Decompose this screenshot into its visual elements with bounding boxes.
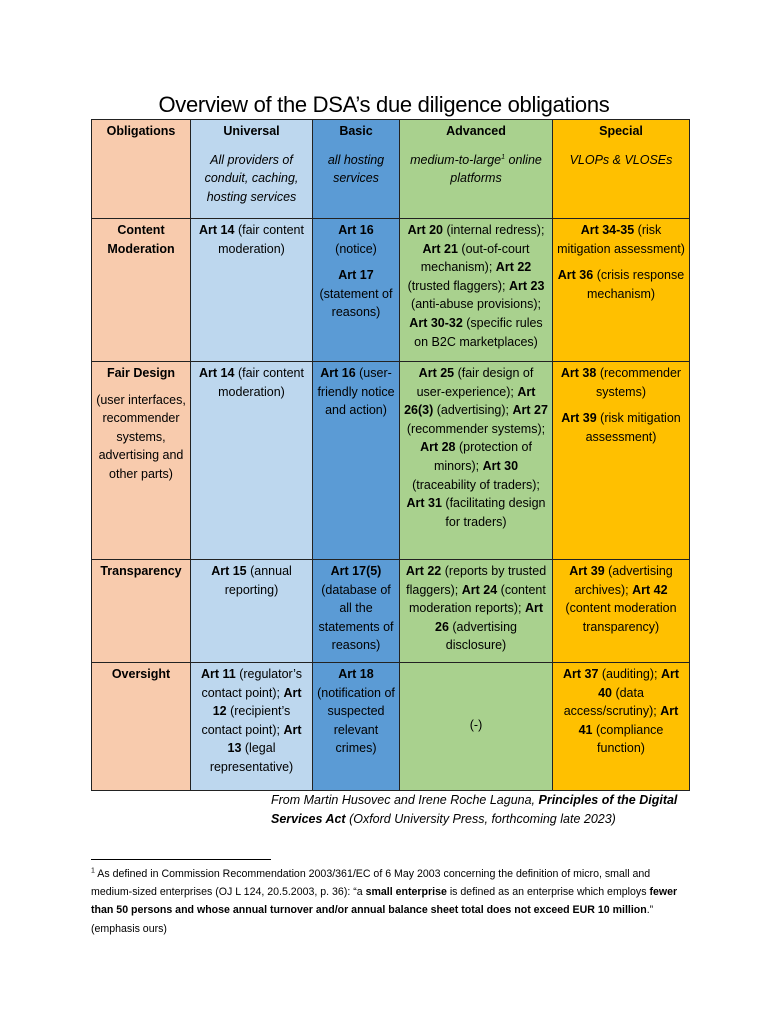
text-run: (annual reporting) xyxy=(224,564,292,597)
article-ref: Art 17(5) xyxy=(330,564,382,578)
row-label-title: Content Moderation xyxy=(107,223,175,256)
cell-special xyxy=(553,560,690,663)
cell-paragraph xyxy=(317,562,395,655)
cell-paragraph xyxy=(317,665,395,758)
table-row xyxy=(92,362,690,560)
article-ref: Art 16 xyxy=(320,366,356,380)
text-run: (user-friendly notice and action) xyxy=(317,366,395,418)
cell-paragraph xyxy=(557,364,685,401)
article-ref: Art 25 xyxy=(418,366,455,380)
article-ref: Art 13 xyxy=(227,722,302,756)
cell-paragraph xyxy=(195,364,308,401)
cell-universal xyxy=(191,219,313,362)
row-label-title: Fair Design xyxy=(106,366,176,380)
cell-advanced xyxy=(400,219,553,362)
article-ref: Art 28 xyxy=(420,440,456,455)
article-ref: Art 17 xyxy=(338,268,374,283)
text-run: From Martin Husovec and Irene Roche Laguna, xyxy=(271,793,539,807)
text-run: (advertising); xyxy=(433,403,513,418)
article-ref: Art 18 xyxy=(338,667,374,681)
cell-paragraph xyxy=(317,364,395,420)
article-ref: Art 36 xyxy=(557,268,594,283)
article-ref: Art 21 xyxy=(422,241,458,256)
article-ref: fewer than 50 persons and whose annual turnover and/or annual balance sheet total does not exceed EUR 10 million xyxy=(91,886,678,917)
text-run: (content moderation transparency) xyxy=(565,601,677,634)
cell-universal xyxy=(191,663,313,791)
row-label xyxy=(92,560,191,663)
cell-paragraph xyxy=(195,221,308,258)
table-row xyxy=(92,219,690,362)
article-ref: Art 11 xyxy=(201,667,236,681)
cell-paragraph xyxy=(404,221,548,351)
text-run: (advertising archives); xyxy=(574,564,673,597)
row-label xyxy=(92,219,191,362)
table-row xyxy=(92,560,690,663)
cell-universal xyxy=(191,362,313,560)
cell-basic xyxy=(313,362,400,560)
text-run: (-) xyxy=(469,718,483,733)
header-description xyxy=(195,151,308,207)
text-run: (notification of suspected relevant crimes) xyxy=(317,685,395,756)
header-universal xyxy=(191,120,313,219)
source-citation xyxy=(271,791,681,828)
article-ref: Art 12 xyxy=(212,685,302,719)
article-ref: Art 30 xyxy=(482,458,519,473)
cell-basic xyxy=(313,663,400,791)
article-ref: Principles of the Digital Services Act xyxy=(271,793,678,826)
cell-paragraph xyxy=(557,562,685,636)
cell-advanced xyxy=(400,663,553,791)
header-description-text: medium-to-large xyxy=(410,152,502,167)
header-description-text: online platforms xyxy=(450,152,542,186)
text-run: (recommender systems) xyxy=(596,366,682,399)
text-run: As defined in Commission Recommendation 2003/361/EC of 6 May 2003 concerning the definition of micro, small and medium-sized enterprises (OJ L 124, 20.5.2003, p. 36): “a xyxy=(91,868,651,899)
text-run: (database of all the statements of reasons) xyxy=(318,582,394,653)
article-ref: Art 24 xyxy=(461,582,498,597)
footnote-marker: 1 xyxy=(91,867,95,875)
cell-basic xyxy=(313,219,400,362)
article-ref: Art 20 xyxy=(407,223,443,237)
header-label: Advanced xyxy=(446,124,506,138)
cell-paragraph xyxy=(557,221,685,258)
footnote xyxy=(91,865,681,938)
article-ref: Art 38 xyxy=(560,366,597,380)
article-ref: Art 22 xyxy=(405,564,442,578)
text-run: (trusted flaggers); xyxy=(407,278,509,293)
article-ref: small enterprise xyxy=(365,886,447,899)
text-run: (fair content moderation) xyxy=(218,223,304,256)
text-run: (anti-abuse provisions); xyxy=(411,297,541,312)
text-run: (risk mitigation assessment) xyxy=(585,411,681,444)
text-run: (auditing); xyxy=(598,667,661,681)
text-run: (data access/scrutiny); xyxy=(563,685,661,719)
article-ref: Art 34-35 xyxy=(580,223,635,237)
article-ref: Art 15 xyxy=(211,564,247,578)
footnote-marker: 1 xyxy=(501,153,506,161)
text-run: (notice) xyxy=(335,241,377,256)
text-run: (compliance function) xyxy=(592,722,664,756)
article-ref: Art 27 xyxy=(512,403,548,418)
table-row xyxy=(92,663,690,791)
article-ref: Art 31 xyxy=(406,496,442,511)
header-description-text: VLOPs & VLOSEs xyxy=(569,152,673,167)
cell-paragraph xyxy=(557,665,685,758)
header-advanced xyxy=(400,120,553,219)
text-run: is defined as an enterprise which employs xyxy=(446,886,650,899)
cell-advanced xyxy=(400,560,553,663)
text-run: (fair content moderation) xyxy=(218,366,304,399)
header-obligations xyxy=(92,120,191,219)
cell-paragraph xyxy=(404,716,548,735)
header-special xyxy=(553,120,690,219)
text-run: (reports by trusted flaggers); xyxy=(406,564,547,597)
text-run: (advertising disclosure) xyxy=(445,619,517,653)
cell-basic xyxy=(313,560,400,663)
cell-paragraph xyxy=(404,364,548,531)
header-description-text: all hosting services xyxy=(327,152,385,186)
header-description xyxy=(317,151,395,188)
text-run: (legal representative) xyxy=(209,741,294,774)
article-ref: Art 39 xyxy=(561,411,597,426)
article-ref: Art 26 xyxy=(435,601,544,634)
page-title: Overview of the DSA’s due diligence obligations xyxy=(158,92,610,117)
text-run: (specific rules on B2C marketplaces) xyxy=(414,315,543,349)
cell-paragraph xyxy=(195,562,308,599)
footnote-divider xyxy=(91,859,271,860)
header-description xyxy=(557,151,685,170)
header-basic xyxy=(313,120,400,219)
header-row xyxy=(92,120,690,219)
header-label: Obligations xyxy=(106,124,176,138)
cell-paragraph xyxy=(557,266,685,303)
article-ref: Art 23 xyxy=(509,278,545,293)
text-run: (fair design of user-experience); xyxy=(416,366,534,399)
obligations-table xyxy=(91,119,690,791)
article-ref: Art 40 xyxy=(598,667,680,700)
article-ref: Art 16 xyxy=(338,223,374,237)
article-ref: Art 37 xyxy=(562,667,599,681)
cell-paragraph xyxy=(195,665,308,777)
row-label xyxy=(92,663,191,791)
header-label: Universal xyxy=(223,124,280,138)
text-run: (risk mitigation assessment) xyxy=(557,223,685,256)
header-label: Basic xyxy=(339,124,373,138)
cell-paragraph xyxy=(317,221,395,258)
text-run: (internal redress); xyxy=(443,223,545,237)
text-run: (out-of-court mechanism); xyxy=(420,241,530,275)
row-label-title: Oversight xyxy=(111,667,171,681)
cell-advanced xyxy=(400,362,553,560)
text-run: (content moderation reports); xyxy=(408,582,546,616)
row-label-note: (user interfaces, recommender systems, advertising and other parts) xyxy=(96,392,186,481)
article-ref: Art 41 xyxy=(578,704,679,737)
article-ref: Art 39 xyxy=(569,564,605,578)
article-ref: Art 42 xyxy=(632,582,668,597)
article-ref: Art 30-32 xyxy=(409,315,463,330)
header-description-text: All providers of conduit, caching, hosting services xyxy=(204,152,299,204)
cell-paragraph xyxy=(557,409,685,446)
text-run: (traceability of traders); xyxy=(412,477,540,492)
text-run: .” (emphasis ours) xyxy=(91,904,654,935)
text-run: (facilitating design for traders) xyxy=(441,496,546,529)
row-label xyxy=(92,362,191,560)
article-ref: Art 14 xyxy=(199,223,235,237)
cell-paragraph xyxy=(404,562,548,655)
cell-special xyxy=(553,663,690,791)
cell-special xyxy=(553,362,690,560)
article-ref: Art 26(3) xyxy=(404,384,536,418)
text-run: (statement of reasons) xyxy=(319,286,393,320)
row-label-title: Transparency xyxy=(100,564,182,578)
cell-paragraph xyxy=(317,266,395,322)
header-label: Special xyxy=(599,124,643,138)
cell-universal xyxy=(191,560,313,663)
header-description xyxy=(404,151,548,188)
text-run: (regulator’s contact point); xyxy=(201,667,302,700)
text-run: (protection of minors); xyxy=(433,440,532,473)
article-ref: Art 22 xyxy=(495,260,532,275)
article-ref: Art 14 xyxy=(199,366,235,380)
text-run: (recipient’s contact point); xyxy=(201,704,291,737)
text-run: (Oxford University Press, forthcoming late 2023) xyxy=(345,811,616,826)
cell-special xyxy=(553,219,690,362)
text-run: (recommender systems); xyxy=(406,421,546,436)
text-run: (crisis response mechanism) xyxy=(586,268,685,301)
